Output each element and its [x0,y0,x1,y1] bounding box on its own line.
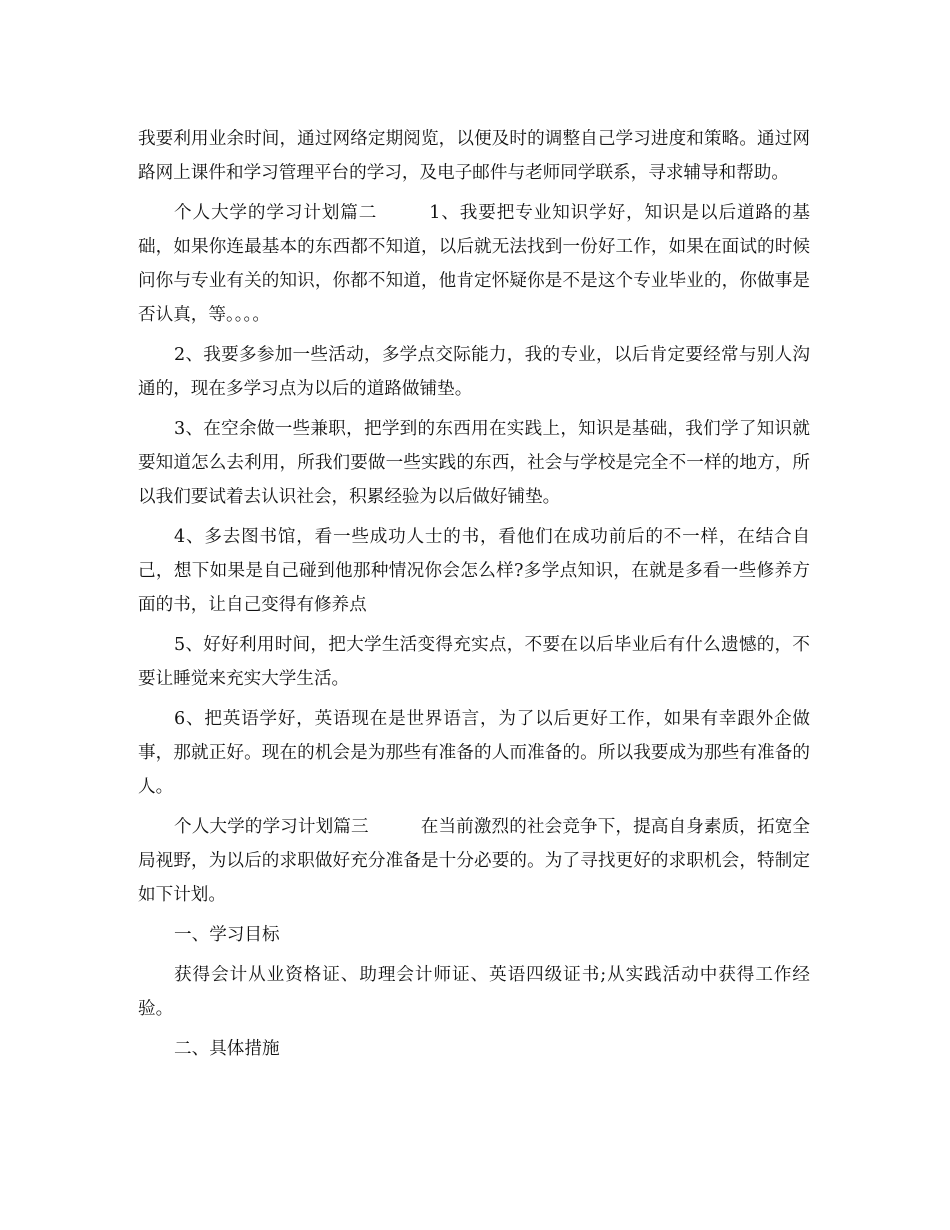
section-heading: 个人大学的学习计划篇二 [174,203,378,223]
subheading-measures: 二、具体措施 [174,1039,280,1059]
paragraph-item-4: 4、多去图书馆，看一些成功人士的书，看他们在成功前后的不一样，在结合自己，想下如果是自己碰到他那种情况你会怎么样?多学点知识，在就是多看一些修养方面的书，让自己变得有修养点 [138,527,810,615]
document-body [138,122,810,1072]
paragraph-section-two [138,196,810,332]
paragraph-continuation: 我要利用业余时间，通过网络定期阅览，以便及时的调整自己学习进度和策略。通过网路网上课件和学习管理平台的学习，及电子邮件与老师同学联系，寻求辅导和帮助。 [138,129,810,183]
subheading-study-goals: 一、学习目标 [174,925,280,945]
paragraph-item-5: 5、好好利用时间，把大学生活变得充实点，不要在以后毕业后有什么遗憾的，不要让睡觉来充实大学生活。 [138,635,810,689]
paragraph-text: 在当前激烈的社会竞争下，提高自身素质，拓宽全局视野，为以后的求职做好充分准备是十分必要的。为了寻找更好的求职机会，特制定如下计划。 [138,817,810,905]
paragraph-section-three [138,810,810,912]
paragraph-goals: 获得会计从业资格证、助理会计师证、英语四级证书;从实践活动中获得工作经验。 [138,965,810,1019]
paragraph-item-6: 6、把英语学好，英语现在是世界语言，为了以后更好工作，如果有幸跟外企做事，那就正好。现在的机会是为那些有准备的人而准备的。所以我要成为那些有准备的人。 [138,709,810,797]
section-heading: 个人大学的学习计划篇三 [174,817,369,837]
paragraph-text: 1、我要把专业知识学好，知识是以后道路的基础，如果你连最基本的东西都不知道，以后就无法找到一份好工作，如果在面试的时候问你与专业有关的知识，你都不知道，他肯定怀疑你是不是这个专业毕业的，你做事是否认真，等。。。。 [138,203,810,325]
paragraph-item-3: 3、在空余做一些兼职，把学到的东西用在实践上，知识是基础，我们学了知识就要知道怎么去利用，所我们要做一些实践的东西，社会与学校是完全不一样的地方，所以我们要试着去认识社会，积累经验为以后做好铺垫。 [138,419,810,507]
paragraph-item-2: 2、我要多参加一些活动，多学点交际能力，我的专业，以后肯定要经常与别人沟通的，现在多学习点为以后的道路做铺垫。 [138,345,810,399]
